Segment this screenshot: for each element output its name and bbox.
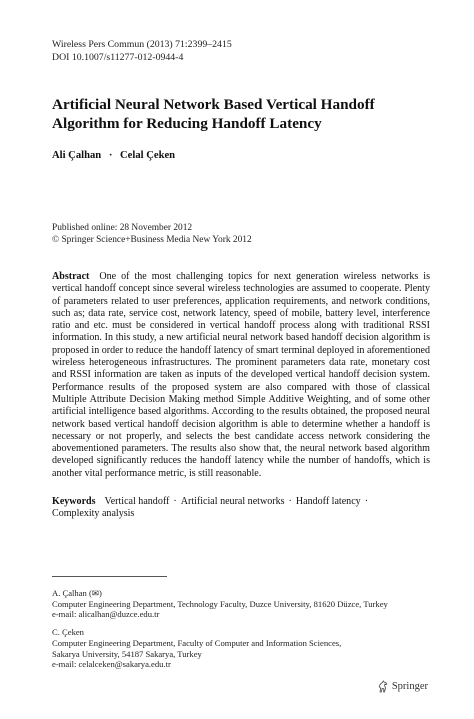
title-line-1: Artificial Neural Network Based Vertical Handoff xyxy=(52,96,375,113)
author-separator: · xyxy=(108,150,113,161)
keyword-separator: · xyxy=(173,496,177,507)
keyword-separator: · xyxy=(288,496,292,507)
footnote-divider xyxy=(52,576,167,577)
author-name: Celal Çeken xyxy=(120,150,176,161)
publisher-name: Springer xyxy=(391,681,428,692)
doi: DOI 10.1007/s11277-012-0944-4 xyxy=(52,52,184,63)
affiliation-address: Sakarya University, 54187 Sakarya, Turkey xyxy=(52,648,202,659)
copyright: © Springer Science+Business Media New York 2012 xyxy=(52,235,252,246)
published-date: Published online: 28 November 2012 xyxy=(52,223,193,233)
abstract xyxy=(52,271,430,480)
author-list xyxy=(52,150,175,161)
abstract-heading: Abstract xyxy=(52,271,90,282)
springer-horse-icon xyxy=(377,680,389,693)
journal-citation: Wireless Pers Commun (2013) 71:2399–2415 xyxy=(52,39,232,50)
affiliations xyxy=(52,588,432,677)
affiliation-address: Computer Engineering Department, Technology Faculty, Duzce University, 81620 Düzce, Turkey xyxy=(52,598,388,609)
title-line-2: Algorithm for Reducing Handoff Latency xyxy=(52,115,322,132)
publisher-logo xyxy=(377,680,428,693)
keyword: Vertical handoff xyxy=(104,496,170,507)
publication-info xyxy=(52,222,252,247)
affiliation-email: e-mail: alicalhan@duzce.edu.tr xyxy=(52,609,160,620)
keywords-heading: Keywords xyxy=(52,496,96,507)
keyword: Complexity analysis xyxy=(52,508,135,520)
journal-header xyxy=(52,38,232,64)
affiliation-email: e-mail: celalceken@sakarya.edu.tr xyxy=(52,659,171,670)
keyword: Handoff latency xyxy=(295,496,361,507)
paper-title xyxy=(52,95,422,133)
affiliation-address: Computer Engineering Department, Faculty of Computer and Information Sciences, xyxy=(52,637,342,648)
keyword: Artificial neural networks xyxy=(180,496,285,507)
affiliation-author: A. Çalhan (✉) xyxy=(52,588,102,598)
affiliation-block xyxy=(52,588,432,620)
affiliation-author: C. Çeken xyxy=(52,627,84,638)
keywords xyxy=(52,496,432,521)
affiliation-block xyxy=(52,627,432,670)
author-name: Ali Çalhan xyxy=(52,150,102,161)
abstract-text: One of the most challenging topics for next generation wireless networks is vertical handoff concept since several wireless technologies are assumed to cooperate. Plenty of parameters related to user preferences, application requirements, and network conditions, such as; data rate, service cost, network latency, speed of mobile, battery level, interference ratio and etc. must be considered in vertical handoff process along with traditional RSSI information. In this study, a new artificial neural network based handoff decision algorithm is proposed in order to reduce the handoff latency of smart terminal deployed in aforementioned wireless heterogeneous infrastructures. The prominent parameters data rate, monetary cost and RSSI information are taken as inputs of the developed vertical handoff decision system. Performance results of the proposed system are also compared with those of classical Multiple Attribute Decision Making method Simple Additive Weighting, and of some other artificial intelligence based algorithms. According to the results obtained, the proposed neural network based vertical handoff decision algorithm is able to determine whether a handoff is necessary or not properly, and selects the best candidate access network considering the abovementioned parameters. The results also show that, the neural network based algorithm developed significantly reduces the handoff latency while the number of handoffs, which is another vital performance metric, is still reasonable. xyxy=(52,271,430,479)
keyword-separator: · xyxy=(364,496,369,507)
